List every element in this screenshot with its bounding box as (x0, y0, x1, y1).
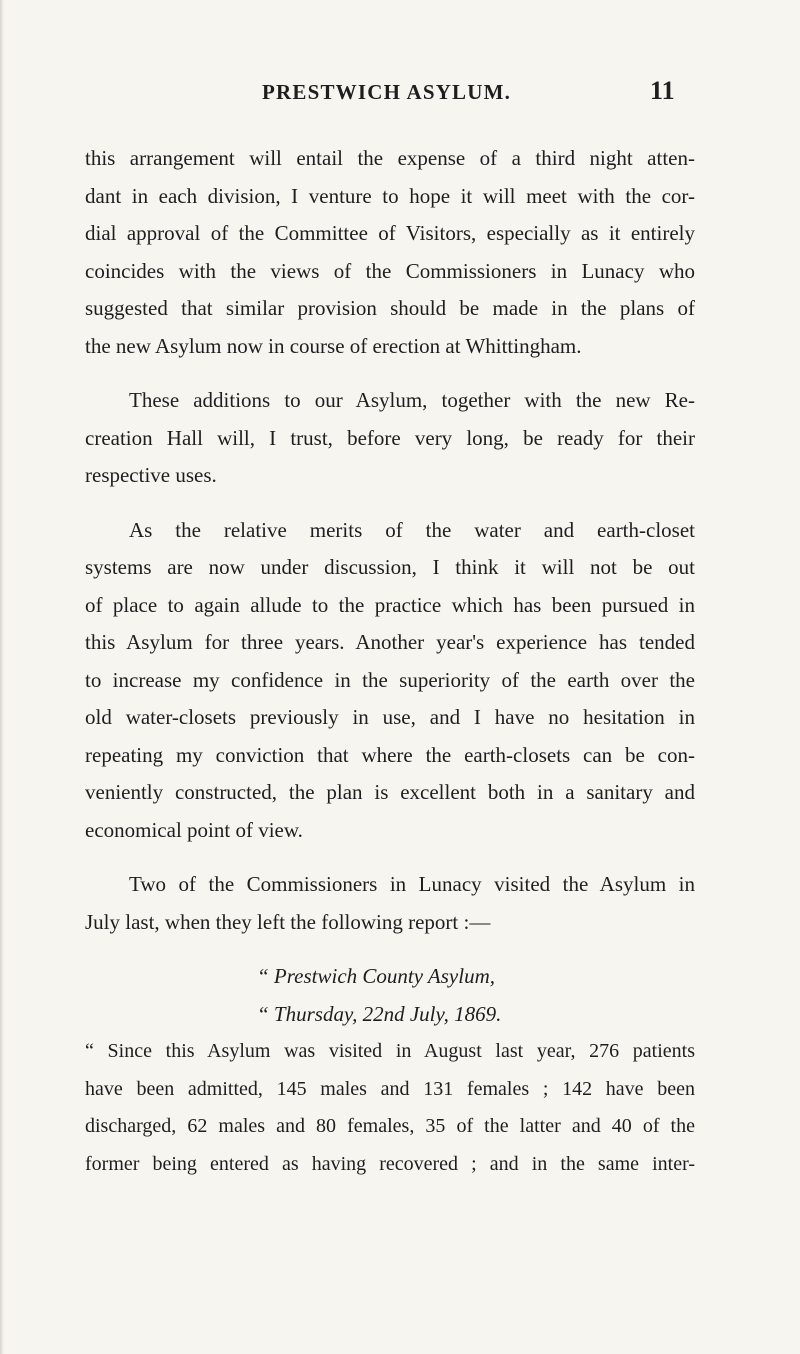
text-line: dial approval of the Committee of Visitors, especially as it entirely (85, 221, 695, 245)
text-line: of place to again allude to the practice which has been pursued in (85, 592, 695, 617)
text-line: discharged, 62 males and 80 females, 35 of the latter and 40 of the (85, 1115, 695, 1137)
quote-date: “ Thursday, 22nd July, 1869. (257, 1001, 502, 1026)
text-line: systems are now under discussion, I think it will not be out (85, 555, 695, 579)
text-line: veniently constructed, the plan is excellent both in a sanitary and (85, 780, 695, 804)
paragraph (85, 866, 695, 941)
text-line: former being entered as having recovered ; and in the same inter- (85, 1152, 695, 1175)
text-line: suggested that similar provision should be made in the plans of (85, 296, 695, 320)
text-line: the new Asylum now in course of erection at Whittingham. (85, 333, 582, 358)
text-line: repeating my conviction that where the earth-closets can be con- (85, 742, 695, 767)
text-line: dant in each division, I venture to hope it will meet with the cor- (85, 183, 695, 208)
text-line: As the relative merits of the water and earth-closet (129, 517, 695, 542)
paragraph (85, 382, 695, 495)
text-line: economical point of view. (85, 817, 303, 842)
page-header (0, 76, 800, 116)
text-line: creation Hall will, I trust, before very long, be ready for their (85, 425, 695, 450)
text-line: respective uses. (85, 463, 217, 487)
paragraph (85, 512, 695, 850)
running-head: PRESTWICH ASYLUM. (262, 80, 512, 104)
text-line: “ Since this Asylum was visited in August last year, 276 patients (85, 1040, 695, 1062)
text-line: this Asylum for three years. Another year's experience has tended (85, 630, 695, 654)
page-number: 11 (650, 76, 675, 105)
page-gutter-shadow (0, 0, 4, 1354)
text-line: old water-closets previously in use, and I have no hesitation in (85, 705, 695, 729)
text-line: this arrangement will entail the expense of a third night atten- (85, 146, 695, 170)
quote-heading (85, 958, 695, 1033)
text-line: coincides with the views of the Commissioners in Lunacy who (85, 258, 695, 283)
text-line: July last, when they left the following report :— (85, 909, 491, 934)
paragraph (85, 140, 695, 365)
quoted-report (85, 1033, 695, 1183)
quote-place: “ Prestwich County Asylum, (257, 964, 495, 988)
text-line: These additions to our Asylum, together with the new Re- (129, 388, 695, 412)
text-line: have been admitted, 145 males and 131 females ; 142 have been (85, 1077, 695, 1100)
text-line: Two of the Commissioners in Lunacy visited the Asylum in (129, 872, 695, 896)
text-line: to increase my confidence in the superiority of the earth over the (85, 667, 695, 692)
body-text (85, 140, 695, 1183)
